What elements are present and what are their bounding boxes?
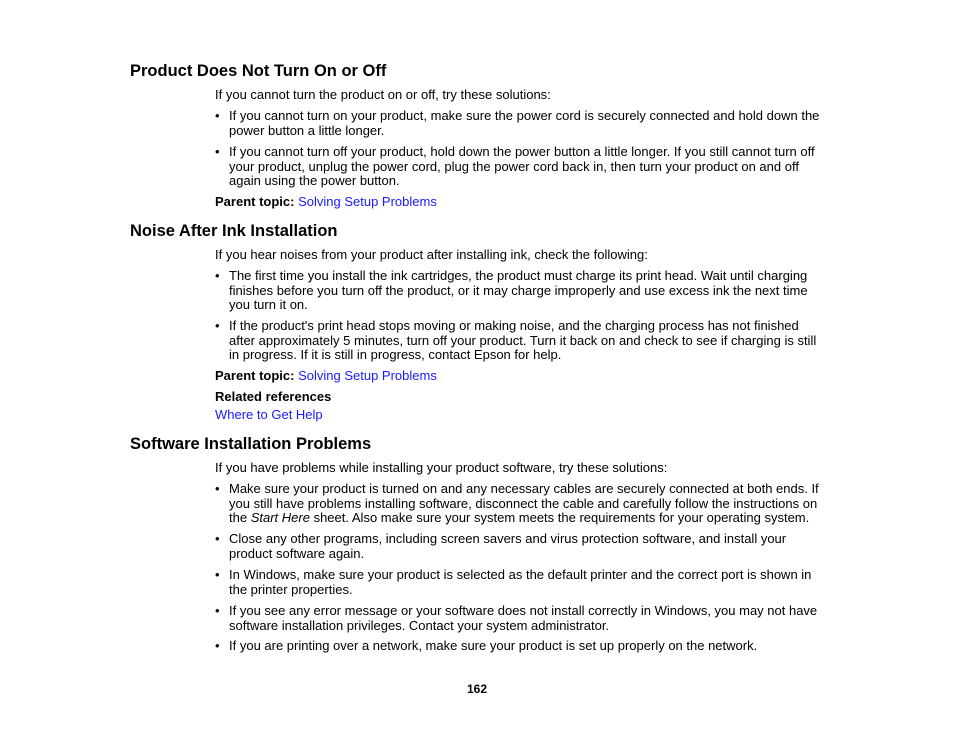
list-item [215, 109, 825, 138]
section-title-power: Product Does Not Turn On or Off [130, 62, 387, 80]
parent-topic-label: Parent topic: [215, 368, 295, 383]
list-item-text: The first time you install the ink cartridges, the product must charge its print head. Wait until charging finishes before you turn off the product, or it may charge improperly and use excess ink the next time you turn it on. [229, 268, 808, 313]
parent-topic-label: Parent topic: [215, 194, 295, 209]
parent-topic [215, 195, 437, 210]
bullet-glyph: • [215, 481, 220, 496]
list-item-text: If you cannot turn off your product, hold down the power button a little longer. If you still cannot turn off your product, unplug the power cord, plug the power cord back in, then turn your product on and off again using the power button. [229, 144, 815, 189]
bullet-glyph: • [215, 108, 220, 123]
related-references-label: Related references [215, 389, 332, 404]
bullet-glyph: • [215, 638, 220, 653]
list-item [215, 482, 825, 526]
bullet-glyph: • [215, 567, 220, 582]
list-item [215, 145, 825, 189]
list-item-text: If you cannot turn on your product, make sure the power cord is securely connected and hold down the power button a little longer. [229, 108, 820, 138]
page-number: 162 [466, 682, 488, 696]
list-item [215, 269, 825, 313]
list-item-text: In Windows, make sure your product is selected as the default printer and the correct port is shown in the printer properties. [229, 567, 812, 597]
start-here-reference: Start Here [250, 510, 310, 526]
list-item [215, 639, 825, 654]
list-item [215, 532, 825, 561]
section-title-noise: Noise After Ink Installation [130, 222, 338, 240]
bullet-glyph: • [215, 318, 220, 333]
list-item [215, 568, 825, 597]
list-item-text-part: Make sure your product is turned on and any necessary cables are securely connected at both ends. If you still have problems installing software, disconnect the cable and carefully follow the instructions on the [229, 481, 819, 526]
section-intro: If you cannot turn the product on or off, try these solutions: [215, 87, 551, 102]
bullet-glyph: • [215, 144, 220, 159]
list-item-text [229, 482, 825, 526]
bullet-glyph: • [215, 603, 220, 618]
section-intro: If you hear noises from your product after installing ink, check the following: [215, 247, 648, 262]
parent-topic [215, 369, 437, 384]
list-item [215, 604, 825, 633]
related-link-help[interactable]: Where to Get Help [215, 407, 323, 422]
list-item-text: If you see any error message or your software does not install correctly in Windows, you may not have software installation privileges. Contact your system administrator. [229, 603, 818, 633]
section-title-software: Software Installation Problems [130, 435, 372, 453]
section-intro: If you have problems while installing your product software, try these solutions: [215, 460, 668, 475]
list-item-text: If the product's print head stops moving or making noise, and the charging process has not finished after approximately 5 minutes, turn off your product. Turn it back on and check to see if charging is still in progress. If it is still in progress, contact Epson for help. [229, 318, 817, 363]
parent-topic-link[interactable]: Solving Setup Problems [298, 194, 437, 209]
bullet-glyph: • [215, 531, 220, 546]
list-item [215, 319, 825, 363]
parent-topic-link[interactable]: Solving Setup Problems [298, 368, 437, 383]
bullet-glyph: • [215, 268, 220, 283]
list-item-text: If you are printing over a network, make sure your product is set up properly on the network. [229, 638, 758, 653]
list-item-text-part: sheet. Also make sure your system meets the requirements for your operating system. [313, 510, 810, 526]
list-item-text: Close any other programs, including screen savers and virus protection software, and install your product software again. [229, 531, 787, 561]
